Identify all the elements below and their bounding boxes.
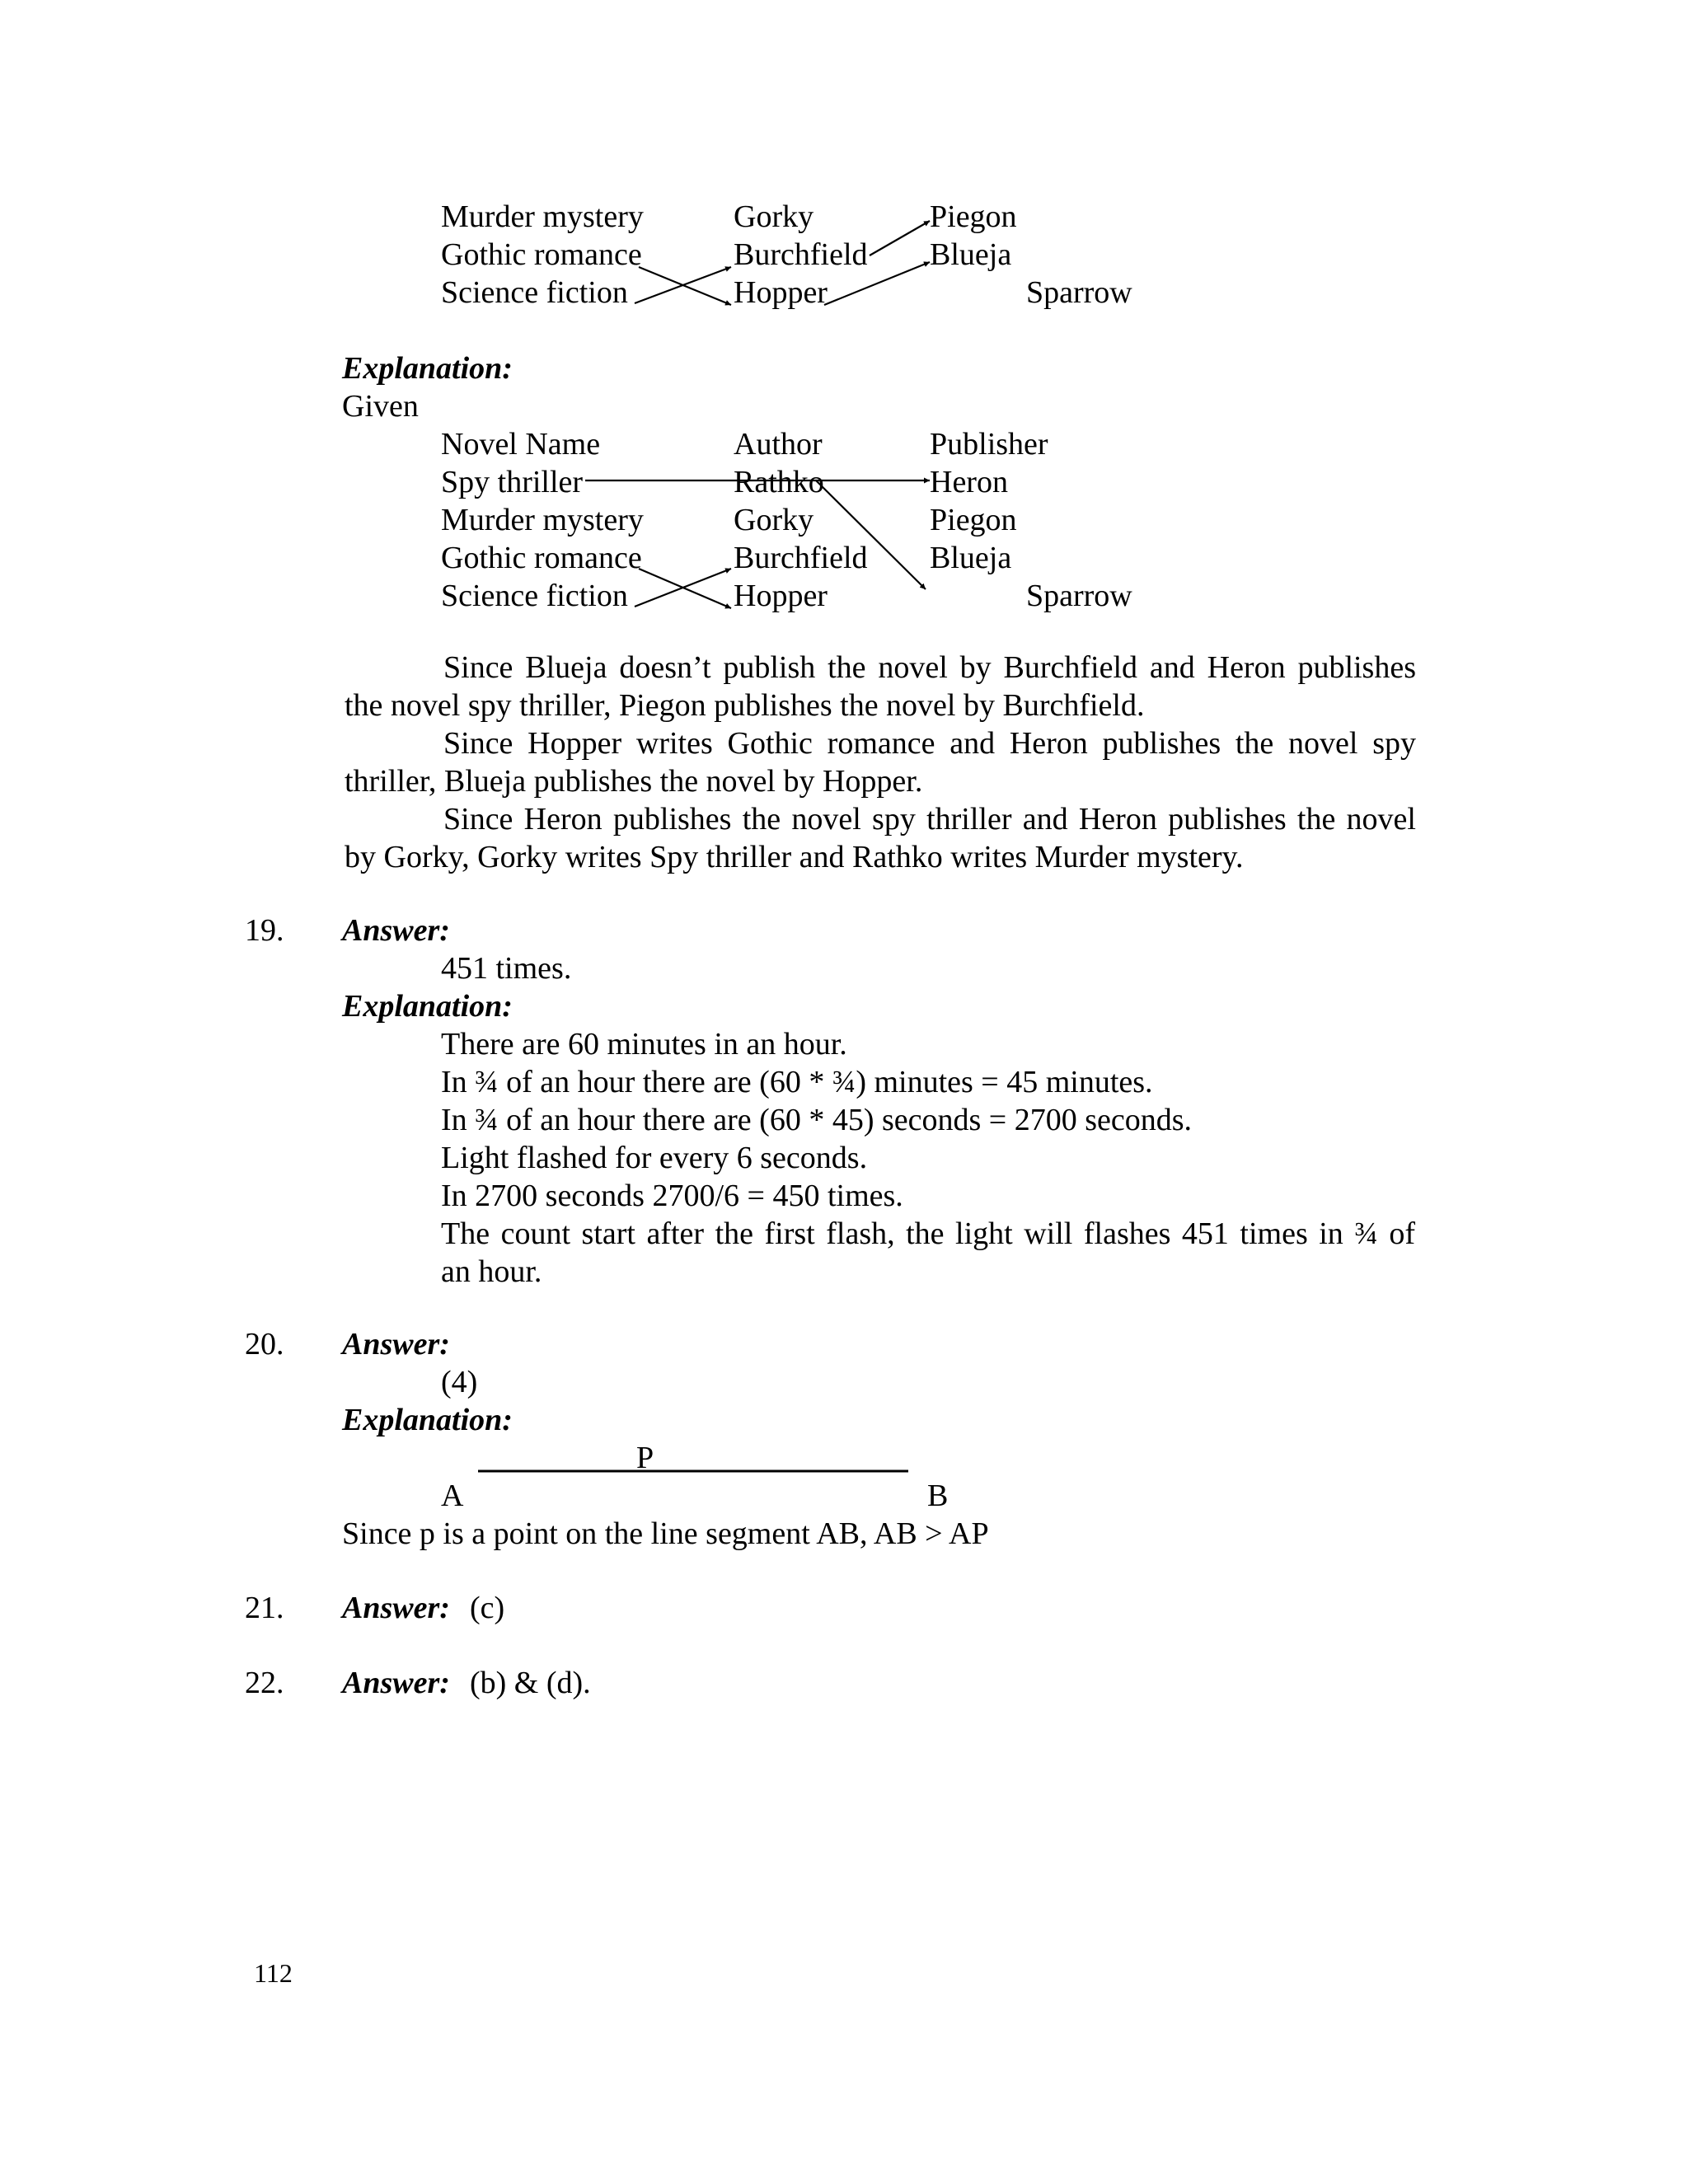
given-header-novel: Novel Name (441, 427, 601, 462)
reasoning-3: Since Heron publishes the novel spy thriller and Heron publishes the novel by Gorky, Gorky writes Spy thriller and Rathko writes Murder mystery. (345, 802, 1416, 874)
q22-answer-label: Answer: (342, 1666, 450, 1700)
given-label: Given (342, 389, 419, 424)
q21-number: 21. (245, 1591, 284, 1625)
top-publisher-extra: Sparrow (1026, 275, 1132, 310)
top-novel-2: Gothic romance (441, 237, 642, 272)
q19-line-7: an hour. (441, 1254, 542, 1289)
top-novel-1: Murder mystery (441, 199, 644, 234)
arrow-hopper-to-blueja (824, 262, 930, 305)
top-author-2: Burchfield (734, 237, 868, 272)
reasoning-1: Since Blueja doesn’t publish the novel by Burchfield and Heron publishes the novel spy thriller, Piegon publishes the novel by Burchfield. (345, 650, 1416, 723)
q20-number: 20. (245, 1327, 284, 1361)
q19-answer: 451 times. (441, 951, 572, 986)
q20-answer-label: Answer: (342, 1327, 450, 1361)
given-novel-4: Science fiction (441, 579, 628, 613)
q21-answer-label: Answer: (342, 1591, 450, 1625)
top-publisher-1: Piegon (930, 199, 1017, 234)
arrow-burchfield-to-piegon (870, 221, 930, 255)
given-author-4: Hopper (734, 579, 828, 613)
given-header-publisher: Publisher (930, 427, 1048, 462)
top-novel-3: Science fiction (441, 275, 628, 310)
q20-conclusion: Since p is a point on the line segment AB, AB > AP (342, 1516, 989, 1551)
q19-line-4: Light flashed for every 6 seconds. (441, 1141, 868, 1175)
arrow-science-to-burchfield (635, 267, 731, 303)
given-novel-2: Murder mystery (441, 503, 644, 537)
q19-answer-label: Answer: (342, 913, 450, 948)
given-author-3: Burchfield (734, 541, 868, 575)
given-publisher-2: Piegon (930, 503, 1017, 537)
point-a-label: A (441, 1479, 464, 1513)
q20-answer: (4) (441, 1365, 478, 1399)
point-p-label: P (636, 1441, 654, 1475)
arrow-rathko-down (816, 480, 926, 589)
given-novel-1: Spy thriller (441, 465, 584, 499)
q19-line-6: The count start after the first flash, the light will flashes 451 times in ¾ of (441, 1216, 1415, 1251)
given-publisher-3: Blueja (930, 541, 1012, 575)
reasoning-2: Since Hopper writes Gothic romance and Heron publishes the novel spy thriller, Blueja publishes the novel by Hopper. (345, 726, 1416, 799)
q19-line-1: There are 60 minutes in an hour. (441, 1027, 847, 1062)
q22-number: 22. (245, 1666, 284, 1700)
top-publisher-2: Blueja (930, 237, 1012, 272)
given-author-1: Rathko (734, 465, 824, 499)
q19-line-2: In ¾ of an hour there are (60 * ¾) minutes = 45 minutes. (441, 1065, 1153, 1099)
q19-line-5: In 2700 seconds 2700/6 = 450 times. (441, 1179, 903, 1213)
given-author-2: Gorky (734, 503, 814, 537)
q20-explanation-label: Explanation: (342, 1403, 513, 1437)
point-b-label: B (927, 1479, 949, 1513)
given-header-author: Author (734, 427, 823, 462)
top-author-3: Hopper (734, 275, 828, 310)
q19-explanation-label: Explanation: (342, 989, 513, 1024)
given-publisher-extra: Sparrow (1026, 579, 1132, 613)
q19-line-3: In ¾ of an hour there are (60 * 45) seconds = 2700 seconds. (441, 1103, 1193, 1137)
page-number: 112 (254, 1958, 293, 1988)
arrow-given-science-to-burchfield (635, 569, 731, 607)
q19-number: 19. (245, 913, 284, 948)
top-author-1: Gorky (734, 199, 814, 234)
q22-answer: (b) & (d). (470, 1666, 591, 1700)
given-novel-3: Gothic romance (441, 541, 642, 575)
given-publisher-1: Heron (930, 465, 1008, 499)
q21-answer: (c) (470, 1591, 505, 1625)
reasoning-block (345, 649, 1416, 876)
explanation-label: Explanation: (342, 351, 513, 386)
